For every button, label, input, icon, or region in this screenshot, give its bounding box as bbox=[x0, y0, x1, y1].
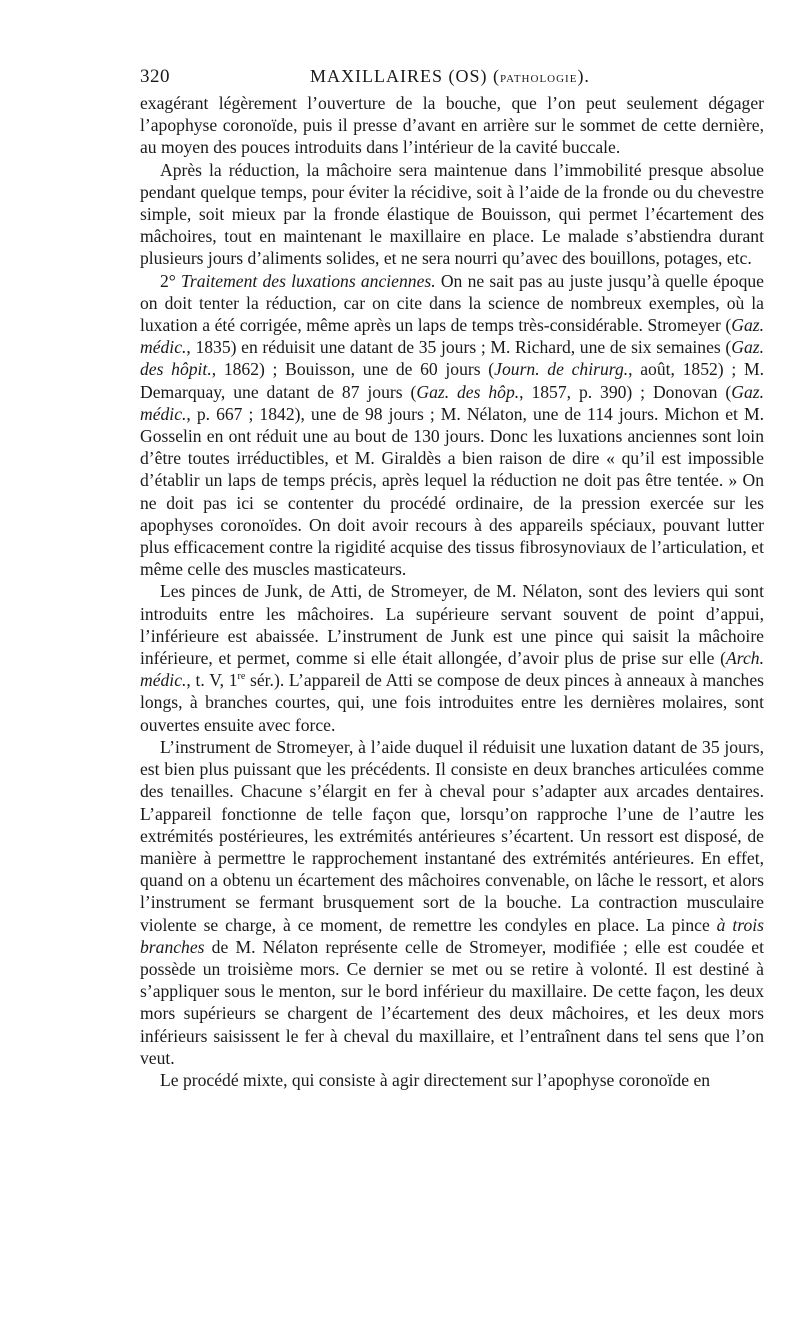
paragraph-mixed-procedure bbox=[140, 1069, 764, 1091]
paragraph-continuation bbox=[140, 92, 764, 159]
paragraph-text: Les pinces de Junk, de Atti, de Stromeyer, de M. Nélaton, sont des leviers qui sont introduits entre les mâchoires. La supérieure servant souvent de point d’appui, l’inférieure est abaissée. L’instrument de Junk est une pince qui saisit la mâchoire inférieure, et permet, comme si elle était allongée, d’avoir plus de prise sur elle ( bbox=[140, 581, 764, 669]
running-head bbox=[140, 62, 764, 92]
paragraph-text: , p. 667 ; 1842), une de 98 jours ; M. Nélaton, une de 114 jours. Michon et M. Gosselin en ont réduit une au bout de 130 jours. Donc les luxations anciennes sont loin d’être toutes irréductibles, et M. Giraldès a bien raison de dire « qu’il est impossible d’établir un laps de temps précis, après lequel la réduction ne doit pas être tentée. » On ne doit pas ici se contenter du procédé ordinaire, de la pression exercée sur les apophyses coronoïdes. On doit avoir recours à des appareils spéciaux, pouvant lutter plus efficacement contre la rigidité acquise des tissus fibrosynoviaux de l’articulation, et même celle des muscles masticateurs. bbox=[140, 403, 764, 580]
running-title-sub-open: ( bbox=[493, 66, 500, 86]
paragraph-text: exagérant légèrement l’ouverture de la bouche, que l’on peut seulement dégager l’apophyse coronoïde, puis il presse d’avant en arrière sur le sommet de cette dernière, au moyen des pouces introduits dans l’intérieur de la cavité buccale. bbox=[140, 93, 764, 158]
citation-title: Arch. médic. bbox=[140, 648, 764, 691]
citation-title: Gaz. des hôpit. bbox=[140, 337, 764, 380]
paragraph-text: sér.). L’appareil de Atti se compose de deux pinces à anneaux à manches longs, à branches courtes, qui, une fois introduites entre les dernières molaires, sont ouvertes ensuite avec force. bbox=[140, 670, 764, 735]
paragraph-text: , 1862) ; Bouisson, une de 60 jours ( bbox=[211, 359, 495, 380]
running-title bbox=[310, 66, 590, 87]
paragraph-text: Le procédé mixte, qui consiste à agir directement sur l’apophyse coronoïde en bbox=[160, 1069, 711, 1090]
running-title-main: MAXILLAIRES (OS) bbox=[310, 66, 488, 86]
paragraph-text: On ne sait pas au juste jusqu’à quelle époque on doit tenter la réduction, car on cite dans la science de nombreux exemples, où la luxation a été corrigée, même après un laps de temps très-considérable. Stromeyer ( bbox=[140, 270, 764, 336]
body-text bbox=[140, 92, 764, 1091]
page-number: 320 bbox=[140, 66, 170, 87]
paragraph-text: de M. Nélaton représente celle de Stromeyer, modifiée ; elle est coudée et possède un troisième mors. Ce dernier se met ou se retire à volonté. Il est destiné à s’appliquer sous le menton, sur le bord inférieur du maxillaire. De cette façon, les deux mors supérieurs se chargent de l’écartement des deux mâchoires, et les deux mors inférieurs saisissent le fer à cheval du maxillaire, et l’entraînent dans tel sens que l’on veut. bbox=[140, 936, 764, 1068]
paragraph-text: Après la réduction, la mâchoire sera maintenue dans l’immobilité presque absolue pendant quelque temps, pour éviter la récidive, soit à l’aide de la fronde ou du chevestre simple, soit mieux par la fronde élastique de Bouisson, qui permet l’écartement des mâchoires, tout en maintenant le maxillaire en place. Le malade s’abstiendra durant plusieurs jours d’aliments solides, et ne sera nourri qu’avec des bouillons, potages, etc. bbox=[140, 159, 764, 269]
page-content bbox=[140, 62, 764, 1091]
running-title-sub-close: ). bbox=[577, 66, 590, 86]
paragraph-text: , août, 1852) ; M. Demarquay, une datant de 87 jours ( bbox=[140, 359, 764, 402]
citation-title: Gaz. médic. bbox=[140, 381, 764, 424]
paragraph-text: L’instrument de Stromeyer, à l’aide duquel il réduisit une luxation datant de 35 jours, est bien plus puissant que les précédents. Il consiste en deux branches articulées comme des tenailles. Chacune s’élargit en fer à cheval pour s’adapter aux arcades dentaires. L’appareil fonctionne de telle façon que, lorsqu’on rapproche l’une de l’autre les extrémités postérieures, les extrémités antérieures s’écartent. Un ressort est disposé, de manière à permettre le rapprochement instantané des extrémités antérieures. En effet, quand on a obtenu un écartement des mâchoires convenable, on lâche le ressort, et alors l’instrument se fermant brusquement sort de la bouche. La contraction musculaire violente se charge, à ce moment, de remettre les condyles en place. La pince bbox=[140, 736, 764, 935]
paragraph-stromeyer-instrument bbox=[140, 736, 764, 1069]
citation-title: Journ. de chirurg. bbox=[494, 359, 629, 380]
paragraph-text: , 1835) en réduisit une datant de 35 jours ; M. Richard, une de six semaines ( bbox=[186, 337, 732, 358]
citation-title: Gaz. des hôp. bbox=[416, 381, 520, 402]
section-heading: Traitement des luxations anciennes. bbox=[181, 270, 436, 291]
paragraph-reduction-care bbox=[140, 159, 764, 270]
paragraph-text: , t. V, 1 bbox=[186, 670, 238, 691]
paragraph-pincers bbox=[140, 580, 764, 735]
paragraph-text: , 1857, p. 390) ; Donovan ( bbox=[519, 381, 732, 402]
ordinal-superscript: re bbox=[237, 671, 246, 683]
paragraph-old-luxations bbox=[140, 270, 764, 581]
citation-title: Gaz. médic. bbox=[140, 315, 764, 358]
emphasis-text: à trois branches bbox=[140, 914, 764, 957]
section-number: 2° bbox=[160, 270, 182, 291]
running-title-sub: PATHOLOGIE bbox=[500, 73, 578, 85]
